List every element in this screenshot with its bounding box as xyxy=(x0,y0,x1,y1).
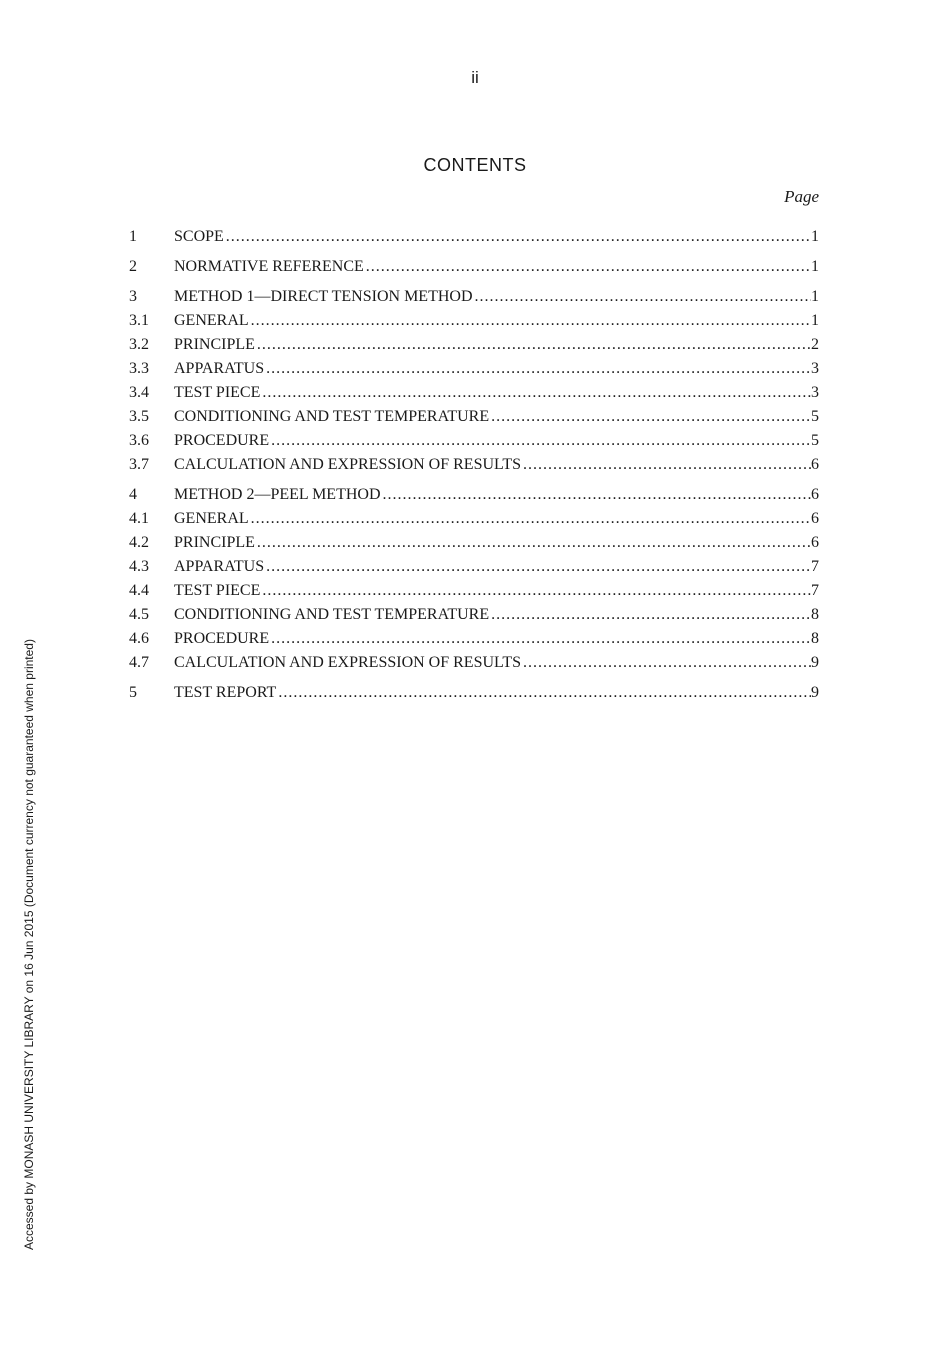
toc-entry-number: 4.5 xyxy=(129,606,149,623)
toc-entry-page: 6 xyxy=(811,510,819,527)
toc-entry-page: 1 xyxy=(811,258,819,275)
toc-entry-5[interactable] xyxy=(129,681,819,705)
dot-leader xyxy=(278,681,811,705)
dot-leader xyxy=(523,453,811,477)
toc-entry-1[interactable] xyxy=(129,225,819,249)
toc-entry-number: 4 xyxy=(129,486,137,503)
dot-leader xyxy=(251,507,811,531)
dot-leader xyxy=(266,357,811,381)
toc-entry-number: 3.5 xyxy=(129,408,149,425)
dot-leader xyxy=(491,603,811,627)
dot-leader xyxy=(523,651,811,675)
toc-entry-2[interactable] xyxy=(129,255,819,279)
table-of-contents xyxy=(129,225,819,705)
toc-entry-title: GENERAL xyxy=(174,510,249,527)
dot-leader xyxy=(257,333,811,357)
toc-entry-number: 3.2 xyxy=(129,336,149,353)
toc-entry-3-5[interactable] xyxy=(129,405,819,429)
toc-entry-number: 4.1 xyxy=(129,510,149,527)
toc-entry-3-3[interactable] xyxy=(129,357,819,381)
toc-entry-number: 4.7 xyxy=(129,654,149,671)
dot-leader xyxy=(383,483,812,507)
toc-entry-number: 4.6 xyxy=(129,630,149,647)
toc-entry-title: METHOD 2—PEEL METHOD xyxy=(174,486,381,503)
toc-entry-number: 3 xyxy=(129,288,137,305)
toc-entry-number: 3.1 xyxy=(129,312,149,329)
dot-leader xyxy=(266,555,811,579)
toc-entry-number: 2 xyxy=(129,258,137,275)
toc-entry-number: 3.4 xyxy=(129,384,149,401)
toc-entry-page: 3 xyxy=(811,360,819,377)
toc-entry-title: GENERAL xyxy=(174,312,249,329)
toc-entry-3-1[interactable] xyxy=(129,309,819,333)
toc-entry-title: PROCEDURE xyxy=(174,432,270,449)
toc-entry-3[interactable] xyxy=(129,285,819,309)
toc-entry-4-6[interactable] xyxy=(129,627,819,651)
toc-entry-4-3[interactable] xyxy=(129,555,819,579)
dot-leader xyxy=(262,579,811,603)
toc-entry-number: 4.3 xyxy=(129,558,149,575)
toc-entry-title: CONDITIONING AND TEST TEMPERATURE xyxy=(174,408,490,425)
dot-leader xyxy=(271,429,811,453)
toc-entry-title: TEST PIECE xyxy=(174,582,261,599)
dot-leader xyxy=(271,627,811,651)
toc-entry-number: 5 xyxy=(129,684,137,701)
toc-entry-number: 4.4 xyxy=(129,582,149,599)
toc-entry-page: 1 xyxy=(811,288,819,305)
toc-entry-page: 2 xyxy=(811,336,819,353)
toc-entry-title: CALCULATION AND EXPRESSION OF RESULTS xyxy=(174,654,522,671)
toc-entry-4-5[interactable] xyxy=(129,603,819,627)
toc-entry-page: 3 xyxy=(811,384,819,401)
toc-entry-number: 3.3 xyxy=(129,360,149,377)
dot-leader xyxy=(262,381,811,405)
toc-entry-4-2[interactable] xyxy=(129,531,819,555)
dot-leader xyxy=(226,225,811,249)
toc-entry-number: 3.6 xyxy=(129,432,149,449)
access-watermark: Accessed by MONASH UNIVERSITY LIBRARY on 16 Jun 2015 (Document currency not guaranteed when printed) xyxy=(22,639,36,1250)
toc-entry-page: 8 xyxy=(811,606,819,623)
toc-entry-title: CALCULATION AND EXPRESSION OF RESULTS xyxy=(174,456,522,473)
dot-leader xyxy=(491,405,811,429)
dot-leader xyxy=(475,285,811,309)
page-number: ii xyxy=(471,68,479,87)
toc-entry-title: METHOD 1—DIRECT TENSION METHOD xyxy=(174,288,473,305)
toc-entry-number: 1 xyxy=(129,228,137,245)
toc-entry-4-7[interactable] xyxy=(129,651,819,675)
toc-entry-page: 5 xyxy=(811,432,819,449)
toc-entry-3-2[interactable] xyxy=(129,333,819,357)
toc-entry-4[interactable] xyxy=(129,483,819,507)
toc-entry-3-6[interactable] xyxy=(129,429,819,453)
toc-entry-title: TEST PIECE xyxy=(174,384,261,401)
toc-entry-page: 1 xyxy=(811,228,819,245)
toc-entry-title: PRINCIPLE xyxy=(174,336,255,353)
toc-entry-3-4[interactable] xyxy=(129,381,819,405)
dot-leader xyxy=(257,531,811,555)
toc-entry-page: 1 xyxy=(811,312,819,329)
toc-entry-4-1[interactable] xyxy=(129,507,819,531)
toc-entry-title: TEST REPORT xyxy=(174,684,277,701)
toc-entry-title: SCOPE xyxy=(174,228,224,245)
toc-entry-title: CONDITIONING AND TEST TEMPERATURE xyxy=(174,606,490,623)
toc-entry-page: 9 xyxy=(811,684,819,701)
toc-entry-title: PROCEDURE xyxy=(174,630,270,647)
contents-title: CONTENTS xyxy=(423,155,527,175)
toc-entry-page: 9 xyxy=(811,654,819,671)
page-column-label: Page xyxy=(784,187,819,206)
toc-entry-title: APPARATUS xyxy=(174,360,265,377)
toc-entry-number: 4.2 xyxy=(129,534,149,551)
toc-entry-page: 6 xyxy=(811,534,819,551)
toc-entry-title: PRINCIPLE xyxy=(174,534,255,551)
toc-entry-number: 3.7 xyxy=(129,456,149,473)
toc-entry-page: 5 xyxy=(811,408,819,425)
toc-entry-page: 7 xyxy=(811,582,819,599)
toc-entry-4-4[interactable] xyxy=(129,579,819,603)
toc-entry-page: 6 xyxy=(811,456,819,473)
toc-entry-3-7[interactable] xyxy=(129,453,819,477)
toc-entry-title: NORMATIVE REFERENCE xyxy=(174,258,364,275)
toc-entry-page: 6 xyxy=(811,486,819,503)
toc-entry-page: 7 xyxy=(811,558,819,575)
dot-leader xyxy=(366,255,811,279)
toc-entry-title: APPARATUS xyxy=(174,558,265,575)
toc-entry-page: 8 xyxy=(811,630,819,647)
dot-leader xyxy=(251,309,811,333)
